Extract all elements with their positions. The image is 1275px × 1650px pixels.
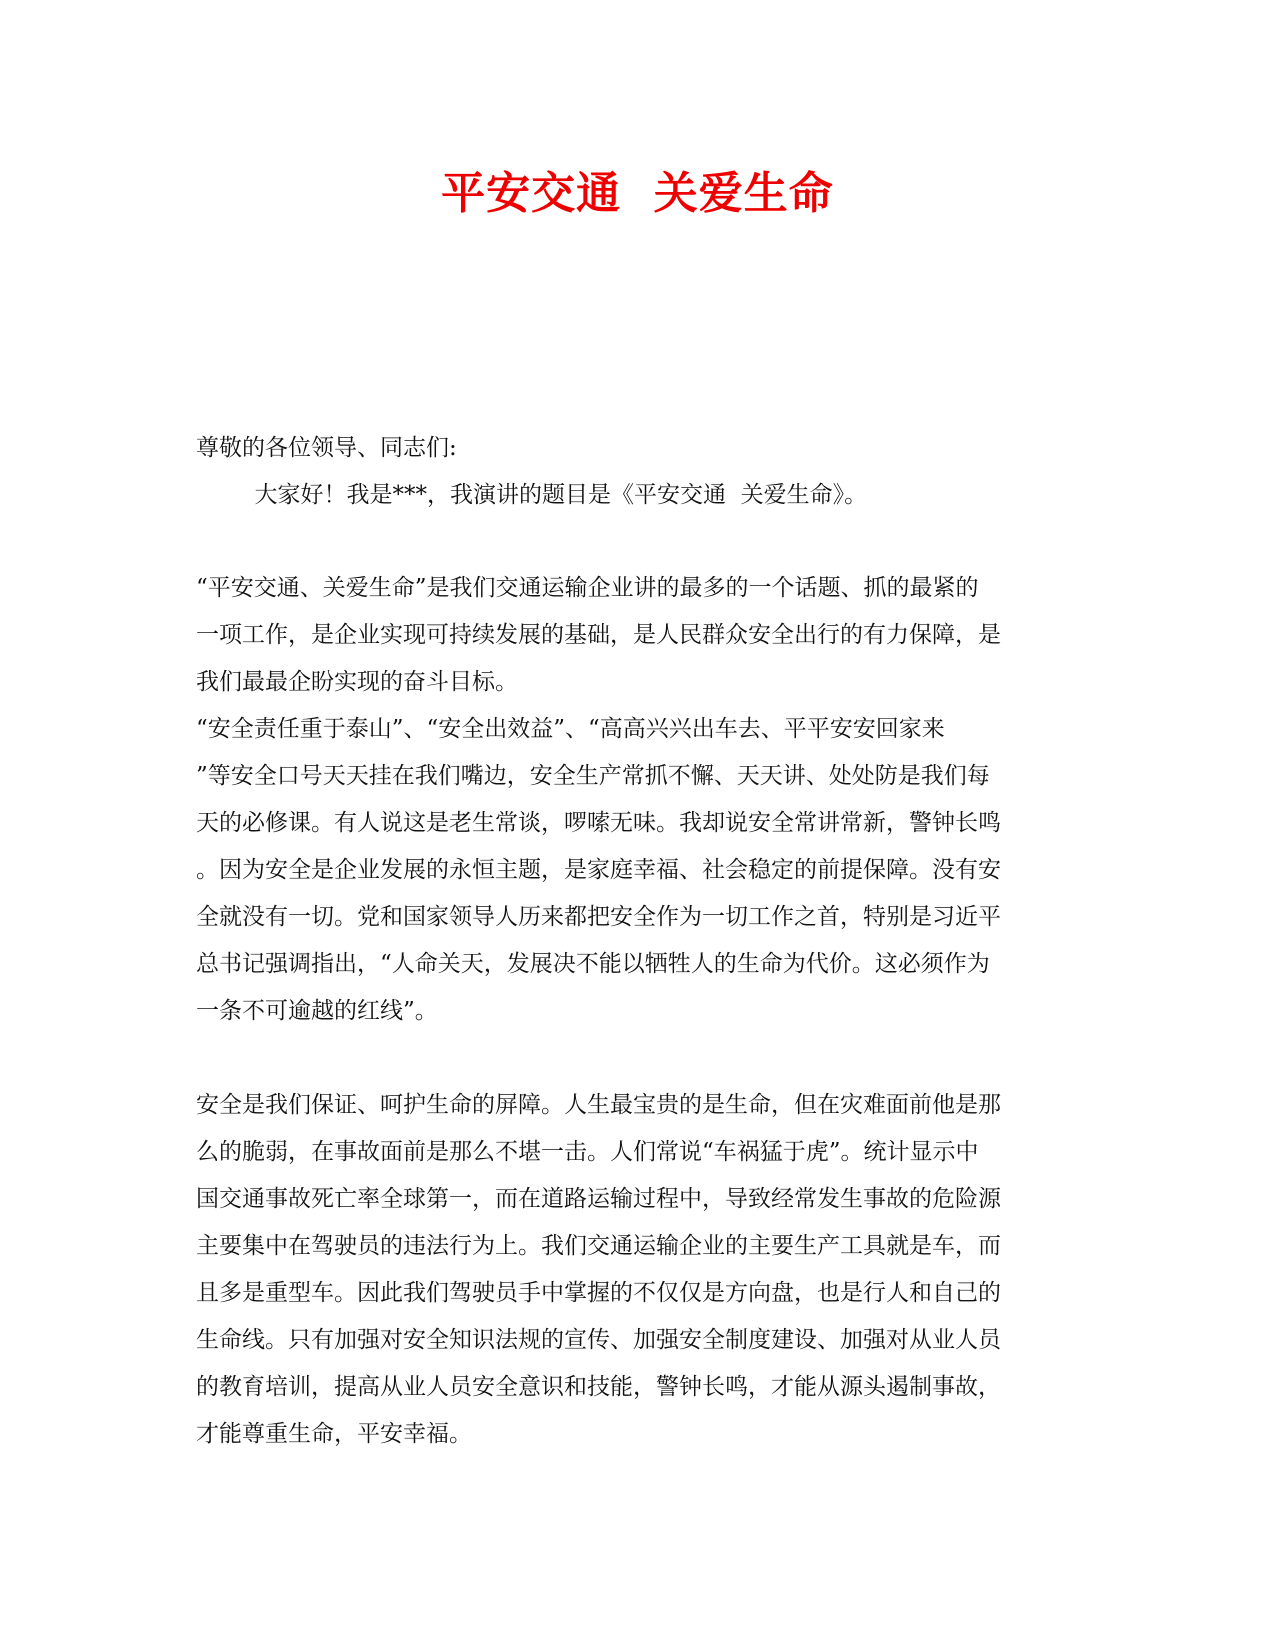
body-line: 全就没有一切。党和国家领导人历来都把安全作为一切工作之首，特别是习近平: [196, 904, 1001, 930]
body-line: 主要集中在驾驶员的违法行为上。我们交通运输企业的主要生产工具就是车，而: [196, 1233, 1001, 1259]
body-line: 天的必修课。有人说这是老生常谈，啰嗦无味。我却说安全常讲常新，警钟长鸣: [196, 810, 1001, 836]
body-line: “平安交通、关爱生命”是我们交通运输企业讲的最多的一个话题、抓的最紧的: [196, 575, 979, 601]
body-line: 国交通事故死亡率全球第一，而在道路运输过程中，导致经常发生事故的危险源: [196, 1186, 1001, 1212]
body-line: 一条不可逾越的红线”。: [196, 998, 438, 1024]
body-line: 一项工作，是企业实现可持续发展的基础，是人民群众安全出行的有力保障，是: [196, 622, 1001, 648]
greeting-line: 大家好！我是***，我演讲的题目是《平安交通 关爱生命》。: [196, 482, 868, 508]
body-line: 我们最最企盼实现的奋斗目标。: [196, 669, 518, 695]
document-title: 平安交通 关爱生命: [441, 168, 834, 219]
body-line: 且多是重型车。因此我们驾驶员手中掌握的不仅仅是方向盘，也是行人和自己的: [196, 1280, 1001, 1306]
body-line: ”等安全口号天天挂在我们嘴边，安全生产常抓不懈、天天讲、处处防是我们每: [196, 763, 990, 789]
body-line: 生命线。只有加强对安全知识法规的宣传、加强安全制度建设、加强对从业人员: [196, 1327, 1001, 1353]
body-line: 总书记强调指出，“人命关天，发展决不能以牺牲人的生命为代价。这必须作为: [196, 951, 990, 977]
body-line: 么的脆弱，在事故面前是那么不堪一击。人们常说“车祸猛于虎”。统计显示中: [196, 1139, 979, 1165]
body-line: 才能尊重生命，平安幸福。: [196, 1421, 472, 1447]
salutation-line: 尊敬的各位领导、同志们:: [196, 435, 457, 461]
body-line: 。因为安全是企业发展的永恒主题，是家庭幸福、社会稳定的前提保障。没有安: [196, 857, 1001, 883]
body-line: “安全责任重于泰山”、“安全出效益”、“高高兴兴出车去、平平安安回家来: [196, 716, 945, 742]
body-line: 安全是我们保证、呵护生命的屏障。人生最宝贵的是生命，但在灾难面前他是那: [196, 1092, 1001, 1118]
body-line: 的教育培训，提高从业人员安全意识和技能，警钟长鸣，才能从源头遏制事故，: [196, 1374, 1001, 1400]
